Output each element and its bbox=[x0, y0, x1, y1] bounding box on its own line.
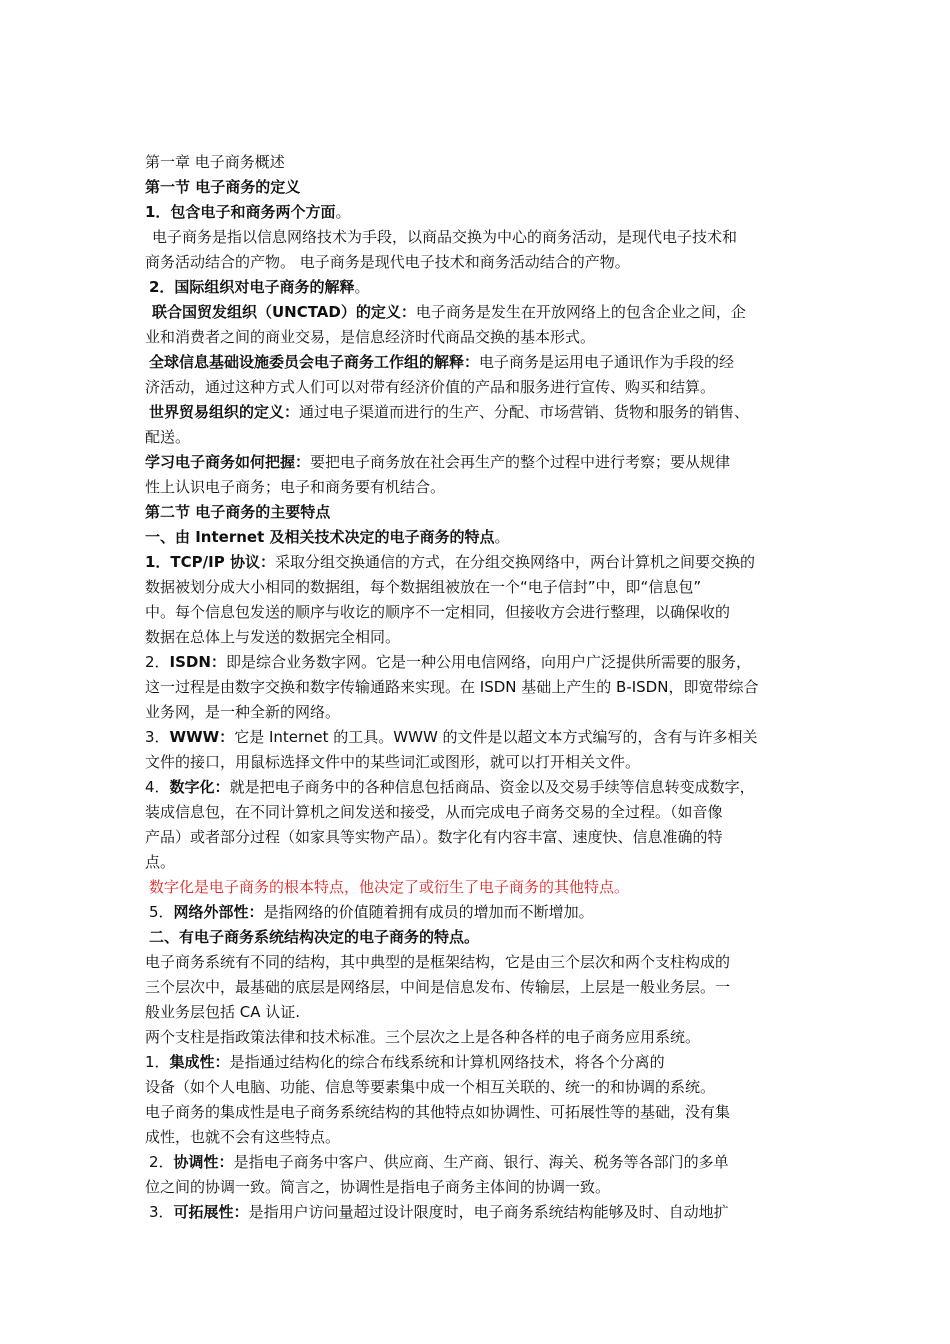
paragraph-text: 般业务层包括 CA 认证. bbox=[145, 1003, 301, 1021]
isdn-line-1 bbox=[145, 650, 825, 675]
giic-line-2 bbox=[145, 375, 825, 400]
paragraph-text: 要把电子商务放在社会再生产的整个过程中进行考察；要从规律 bbox=[310, 453, 731, 471]
paragraph-text: 是指通过结构化的综合布线系统和计算机网络技术，将各个分离的 bbox=[229, 1053, 665, 1071]
learn-line-1 bbox=[145, 450, 825, 475]
paragraph-text: 业和消费者之间的商业交易，是信息经济时代商品交换的基本形式。 bbox=[145, 328, 596, 346]
isdn-line-2 bbox=[145, 675, 825, 700]
network-line-1 bbox=[145, 900, 825, 925]
section-1-title-text: 第一节 电子商务的定义 bbox=[145, 178, 301, 196]
paragraph-text: 商务活动结合的产物。 电子商务是现代电子技术和商务活动结合的产物。 bbox=[145, 253, 630, 271]
integration-line-1 bbox=[145, 1050, 825, 1075]
s2-sub1-head: 一、由 Internet 及相关技术决定的电子商务的特点 bbox=[145, 528, 495, 546]
www-head: WWW： bbox=[169, 728, 235, 746]
system-line-1 bbox=[145, 950, 825, 975]
isdn-number: 2． bbox=[145, 653, 170, 671]
tcp-head: 1．TCP/IP 协议： bbox=[145, 553, 275, 571]
integration-line-2 bbox=[145, 1075, 825, 1100]
chapter-title bbox=[145, 150, 825, 175]
s1-point-1-tail: 。 bbox=[335, 203, 351, 221]
tcp-line-4 bbox=[145, 625, 825, 650]
paragraph-text: 它是 Internet 的工具。WWW 的文件是以超文本方式编写的，含有与许多相关 bbox=[234, 728, 758, 746]
digital-line-3 bbox=[145, 825, 825, 850]
tcp-line-1 bbox=[145, 550, 825, 575]
s1-point-1-body-line-2 bbox=[145, 250, 825, 275]
paragraph-text: 位之间的协调一致。简言之，协调性是指电子商务主体间的协调一致。 bbox=[145, 1178, 611, 1196]
extensibility-line-1 bbox=[145, 1200, 825, 1225]
extensibility-head: 可拓展性： bbox=[173, 1203, 249, 1221]
paragraph-text: 是指网络的价值随着拥有成员的增加而不断增加。 bbox=[263, 903, 594, 921]
paragraph-text: 这一过程是由数字交换和数字传输通路来实现。在 ISDN 基础上产生的 B-ISDN，即宽带综合 bbox=[145, 678, 759, 696]
paragraph-text: 成性，也就不会有这些特点。 bbox=[145, 1128, 341, 1146]
paragraph-text: 即是综合业务数字网。它是一种公用电信网络，向用户广泛提供所需要的服务， bbox=[225, 653, 751, 671]
s1-point-1-heading bbox=[145, 200, 825, 225]
paragraph-text: 三个层次中，最基础的底层是网络层，中间是信息发布、传输层，上层是一般业务层。一 bbox=[145, 978, 731, 996]
document-body bbox=[145, 150, 825, 1225]
paragraph-text: 济活动，通过这种方式人们可以对带有经济价值的产品和服务进行宣传、购买和结算。 bbox=[145, 378, 716, 396]
chapter-title-text: 第一章 电子商务概述 bbox=[145, 153, 285, 171]
paragraph-text: 产品）或者部分过程（如家具等实物产品）。数字化有内容丰富、速度快、信息准确的特 bbox=[145, 828, 723, 846]
section-2-title-text: 第二节 电子商务的主要特点 bbox=[145, 503, 331, 521]
paragraph-text: 数据在总体上与发送的数据完全相同。 bbox=[145, 628, 401, 646]
s1-point-2-heading bbox=[145, 275, 825, 300]
paragraph-text: 点。 bbox=[145, 853, 176, 871]
tcp-line-3 bbox=[145, 600, 825, 625]
www-line-1 bbox=[145, 725, 825, 750]
s1-point-2-tail: 。 bbox=[354, 278, 370, 296]
s1-point-2-head: 2．国际组织对电子商务的解释 bbox=[149, 278, 355, 296]
integration-line-3 bbox=[145, 1100, 825, 1125]
digital-emphasis bbox=[145, 875, 825, 900]
isdn-head: ISDN： bbox=[169, 653, 226, 671]
isdn-line-3 bbox=[145, 700, 825, 725]
digital-line-1 bbox=[145, 775, 825, 800]
paragraph-text: 数据被划分成大小相同的数据组，每个数据组被放在一个“电子信封”中，即“信息包” bbox=[145, 578, 702, 596]
www-line-2 bbox=[145, 750, 825, 775]
wto-line-1 bbox=[145, 400, 825, 425]
learn-head: 学习电子商务如何把握： bbox=[145, 453, 311, 471]
www-number: 3． bbox=[145, 728, 170, 746]
paragraph-text: 中。每个信息包发送的顺序与收讫的顺序不一定相同，但接收方会进行整理，以确保收的 bbox=[145, 603, 731, 621]
extensibility-number: 3． bbox=[149, 1203, 174, 1221]
paragraph-text: 配送。 bbox=[145, 428, 191, 446]
section-1-title bbox=[145, 175, 825, 200]
paragraph-text: 是指电子商务中客户、供应商、生产商、银行、海关、税务等各部门的多单 bbox=[233, 1153, 729, 1171]
s1-point-1-head: 1．包含电子和商务两个方面 bbox=[145, 203, 336, 221]
system-line-2 bbox=[145, 975, 825, 1000]
integration-head: 集成性： bbox=[169, 1053, 230, 1071]
network-number: 5． bbox=[149, 903, 174, 921]
system-line-3 bbox=[145, 1000, 825, 1025]
paragraph-text: 业务网，是一种全新的网络。 bbox=[145, 703, 341, 721]
paragraph-text: 设备（如个人电脑、功能、信息等要素集中成一个相互关联的、统一的和协调的系统。 bbox=[145, 1078, 716, 1096]
tcp-line-2 bbox=[145, 575, 825, 600]
paragraph-text: 采取分组交换通信的方式，在分组交换网络中，两台计算机之间要交换的 bbox=[274, 553, 755, 571]
paragraph-text: 电子商务系统有不同的结构，其中典型的是框架结构，它是由三个层次和两个支柱构成的 bbox=[145, 953, 731, 971]
s1-point-1-body-line-1 bbox=[145, 225, 825, 250]
coordination-head: 协调性： bbox=[173, 1153, 234, 1171]
paragraph-text: 电子商务是运用电子通讯作为手段的经 bbox=[479, 353, 735, 371]
paragraph-text: 装成信息包，在不同计算机之间发送和接受，从而完成电子商务交易的全过程。（如音像 bbox=[145, 803, 723, 821]
coordination-line-1 bbox=[145, 1150, 825, 1175]
s2-sub1-tail: 。 bbox=[494, 528, 510, 546]
digital-line-2 bbox=[145, 800, 825, 825]
coordination-number: 2． bbox=[149, 1153, 174, 1171]
wto-line-2 bbox=[145, 425, 825, 450]
digital-head: 数字化： bbox=[169, 778, 230, 796]
digital-line-4 bbox=[145, 850, 825, 875]
network-head: 网络外部性： bbox=[173, 903, 264, 921]
integration-number: 1． bbox=[145, 1053, 170, 1071]
coordination-line-2 bbox=[145, 1175, 825, 1200]
paragraph-text: 通过电子渠道而进行的生产、分配、市场营销、货物和服务的销售、 bbox=[299, 403, 750, 421]
paragraph-text: 两个支柱是指政策法律和技术标准。三个层次之上是各种各样的电子商务应用系统。 bbox=[145, 1028, 701, 1046]
emphasis-text: 数字化是电子商务的根本特点，他决定了或衍生了电子商务的其他特点。 bbox=[149, 878, 630, 896]
wto-head: 世界贸易组织的定义： bbox=[149, 403, 300, 421]
digital-number: 4． bbox=[145, 778, 170, 796]
s2-sub2-text: 二、有电子商务系统结构决定的电子商务的特点。 bbox=[149, 928, 480, 946]
learn-line-2 bbox=[145, 475, 825, 500]
giic-line-1 bbox=[145, 350, 825, 375]
system-line-4 bbox=[145, 1025, 825, 1050]
paragraph-text: 电子商务的集成性是电子商务系统结构的其他特点如协调性、可拓展性等的基础，没有集 bbox=[145, 1103, 731, 1121]
unctad-line-2 bbox=[145, 325, 825, 350]
paragraph-text: 是指用户访问量超过设计限度时，电子商务系统结构能够及时、自动地扩 bbox=[248, 1203, 729, 1221]
paragraph-text: 电子商务是发生在开放网络上的包含企业之间，企 bbox=[415, 303, 746, 321]
paragraph-text: 电子商务是指以信息网络技术为手段，以商品交换为中心的商务活动，是现代电子技术和 bbox=[152, 228, 738, 246]
unctad-head: 联合国贸发组织（UNCTAD）的定义： bbox=[152, 303, 416, 321]
paragraph-text: 就是把电子商务中的各种信息包括商品、资金以及交易手续等信息转变成数字， bbox=[229, 778, 755, 796]
giic-head: 全球信息基础设施委员会电子商务工作组的解释： bbox=[149, 353, 480, 371]
paragraph-text: 文件的接口，用鼠标选择文件中的某些词汇或图形，就可以打开相关文件。 bbox=[145, 753, 641, 771]
s2-subsection-2-heading bbox=[145, 925, 825, 950]
unctad-line-1 bbox=[145, 300, 825, 325]
s2-subsection-1-heading bbox=[145, 525, 825, 550]
integration-line-4 bbox=[145, 1125, 825, 1150]
section-2-title bbox=[145, 500, 825, 525]
paragraph-text: 性上认识电子商务；电子和商务要有机结合。 bbox=[145, 478, 446, 496]
